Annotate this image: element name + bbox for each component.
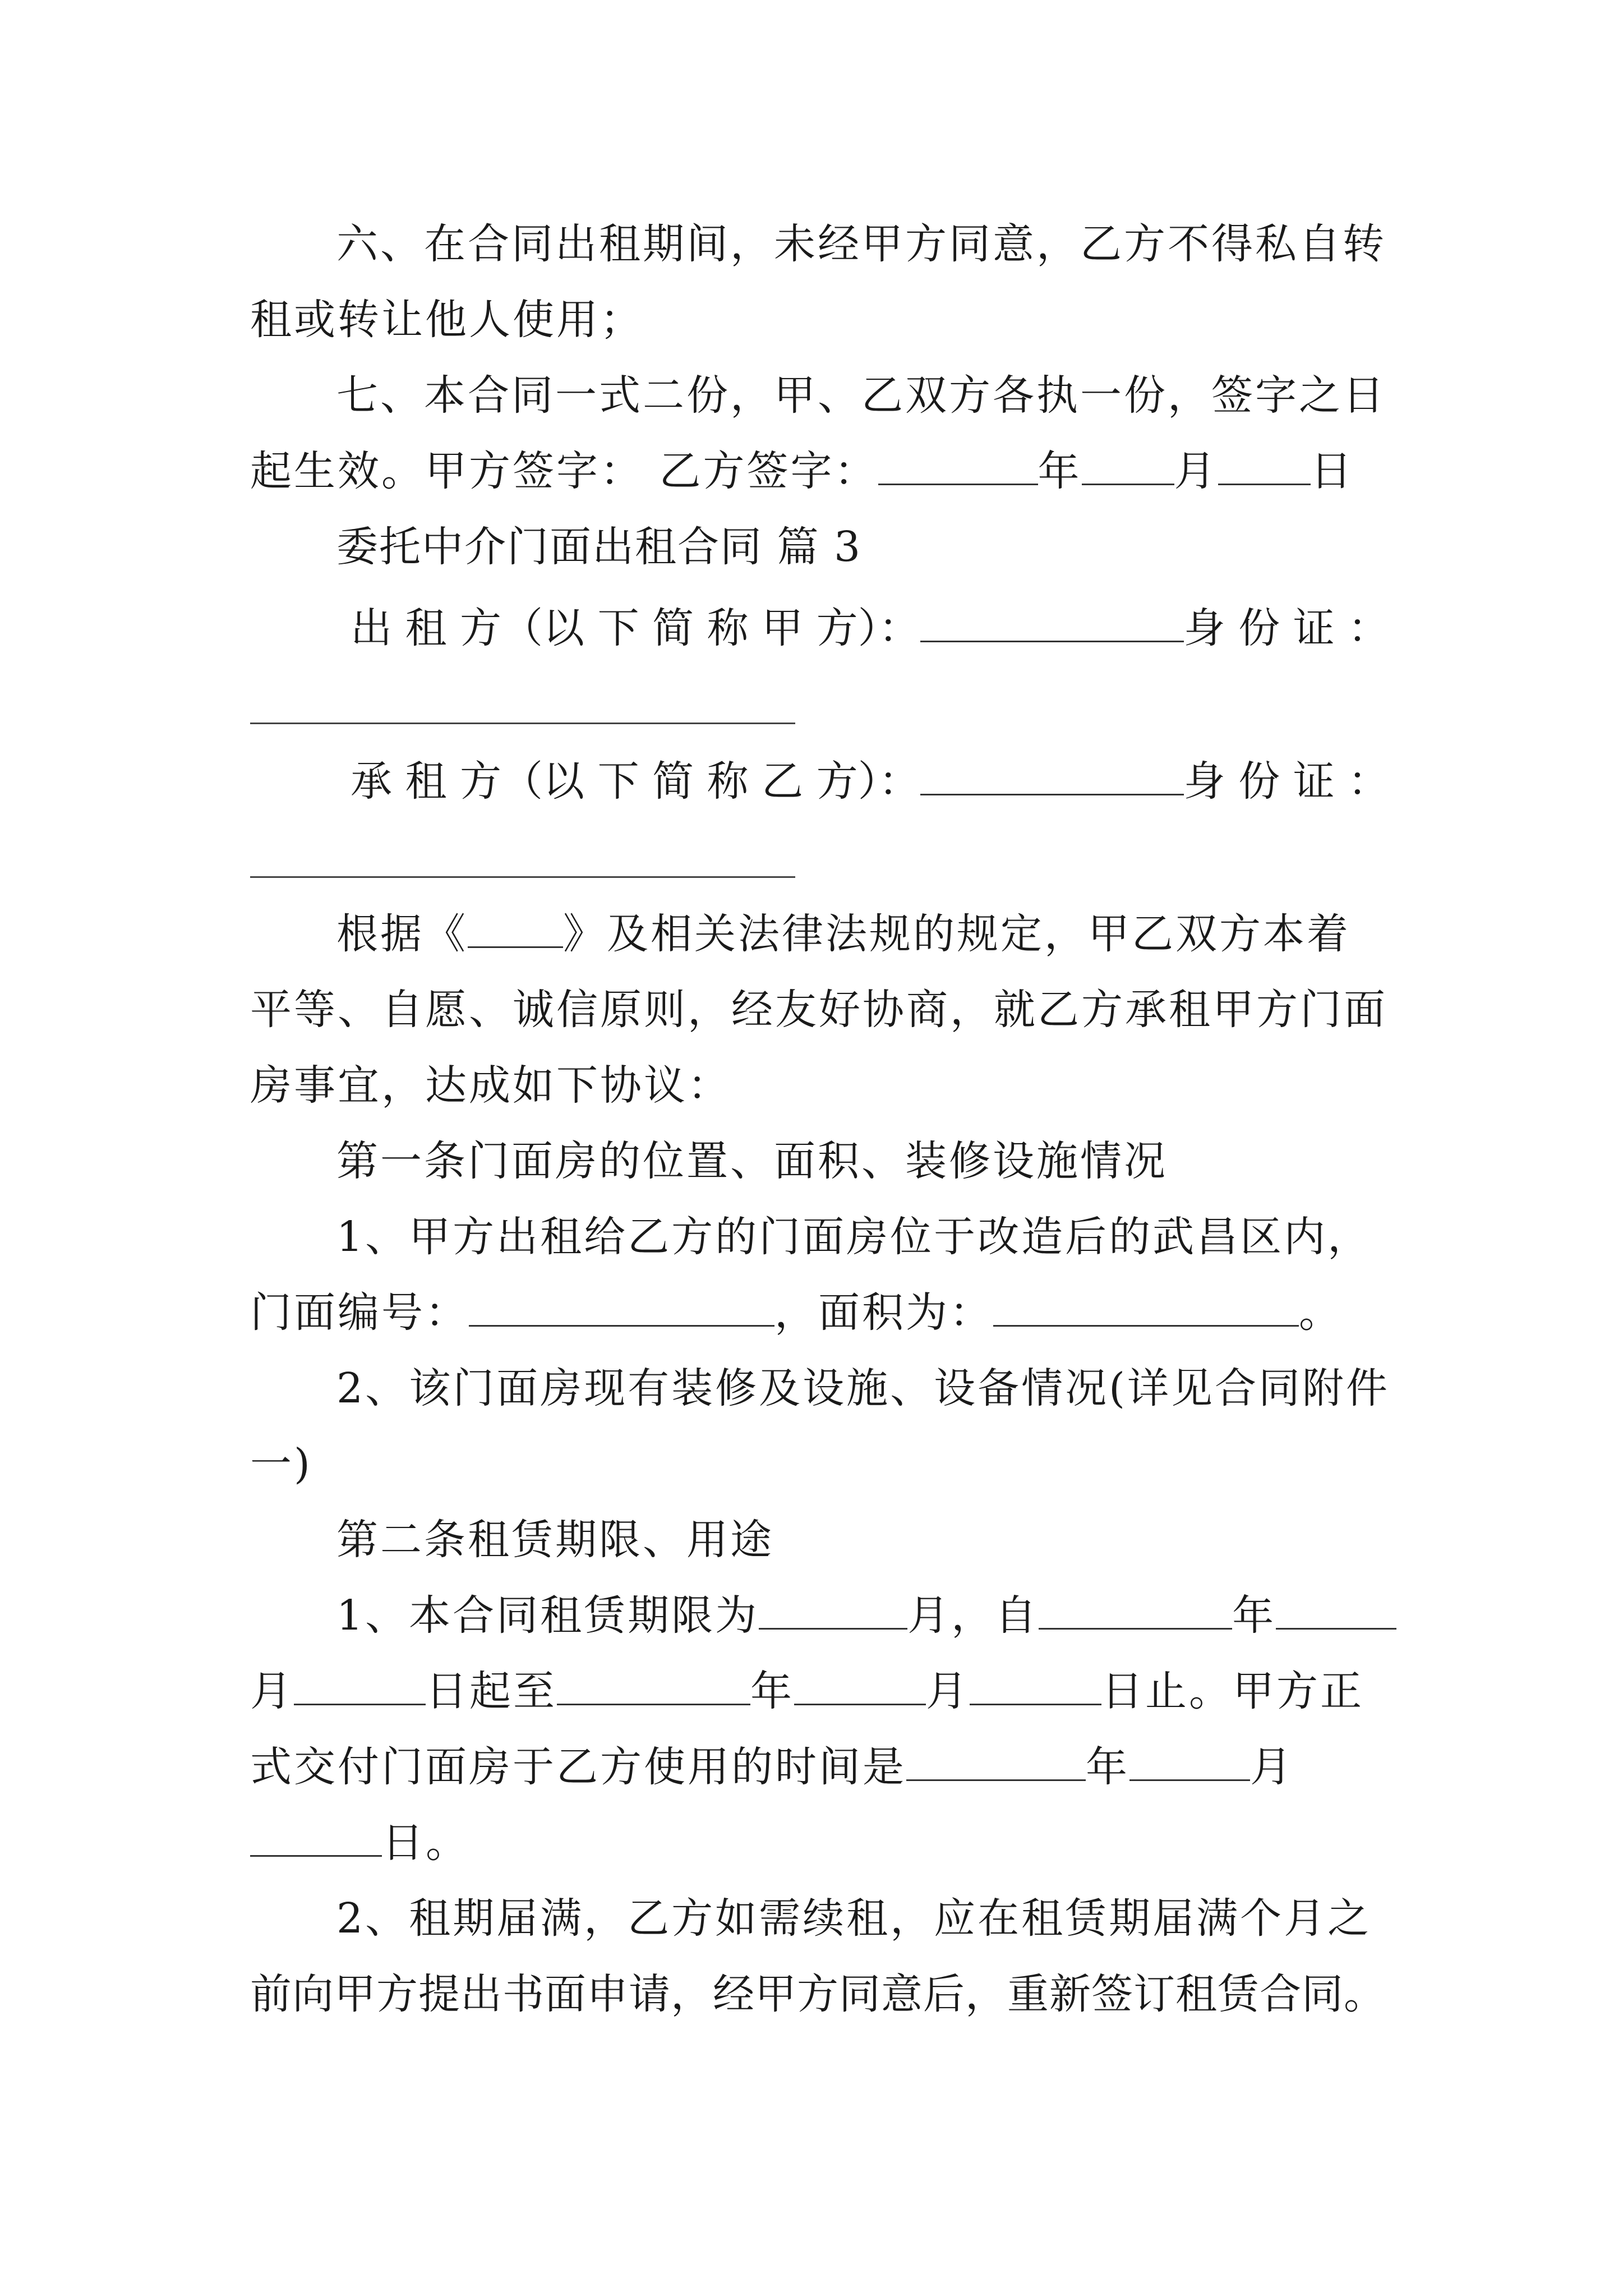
months-blank[interactable]: [759, 1588, 907, 1630]
month-label: 月: [1174, 447, 1218, 495]
text-line: 月 日起至 年 月 日止。甲方正: [250, 1660, 1364, 1722]
article-heading: 第二条租赁期限、用途: [336, 1516, 774, 1564]
year-blank[interactable]: [906, 1739, 1086, 1781]
id-number-blank[interactable]: [250, 876, 795, 878]
area-blank[interactable]: [993, 1285, 1299, 1327]
law-name-blank[interactable]: [468, 906, 563, 948]
lessor-line: [351, 597, 1389, 659]
year-blank[interactable]: [1039, 1588, 1232, 1630]
id-number-blank[interactable]: [250, 723, 795, 724]
day-blank[interactable]: [294, 1663, 426, 1705]
text-line: 七、本合同一式二份，甲、乙双方各执一份，签字之日: [336, 371, 1386, 420]
lessee-line: [351, 751, 1389, 812]
article-heading: 第一条门面房的位置、面积、装修设施情况: [336, 1137, 1168, 1185]
year-blank[interactable]: [557, 1663, 750, 1705]
text-line: 式交付门面房于乙方使用的时间是 年 月: [250, 1736, 1294, 1798]
day-blank[interactable]: [970, 1663, 1101, 1705]
text-line: 1、甲方出租给乙方的门面房位于改造后的武昌区内，: [336, 1213, 1372, 1261]
text-line: 2、该门面房现有装修及设施、设备情况(详见合同附件: [336, 1364, 1390, 1412]
text-line: 租或转让他人使用；: [250, 296, 644, 344]
signature-line: [250, 440, 1354, 502]
lessee-name-blank[interactable]: [920, 753, 1184, 795]
text-line: 1、本合同租赁期限为 月，自 年: [336, 1585, 1396, 1646]
text-line: 房事宜，达成如下协议：: [250, 1061, 731, 1110]
year-label: 年: [1038, 447, 1082, 495]
section-title: 委托中介门面出租合同 篇 3: [336, 523, 862, 571]
lessor-name-blank[interactable]: [920, 600, 1184, 642]
text-line: 前向甲方提出书面申请，经甲方同意后，重新签订租赁合同。: [250, 1970, 1386, 2018]
day-blank[interactable]: [250, 1815, 382, 1857]
text-line: 平等、自愿、诚信原则，经友好协商，就乙方承租甲方门面: [250, 986, 1387, 1034]
text-line: 六、在合同出租期间，未经甲方同意，乙方不得私自转: [336, 220, 1386, 268]
month-blank[interactable]: [1276, 1588, 1396, 1630]
id-card-label: 身 份 证 ：: [1183, 604, 1390, 652]
month-blank[interactable]: [794, 1663, 926, 1705]
lessee-label: 承 租 方（以 下 简 称 乙 方）：: [351, 757, 920, 806]
text-line: 一): [250, 1440, 312, 1488]
signature-label: 起生效。甲方签字： 乙方签字：: [250, 447, 878, 495]
date-blank[interactable]: [1218, 443, 1311, 485]
text-line: 2、租期届满，乙方如需续租，应在租赁期届满个月之: [336, 1894, 1372, 1943]
text-line: 日。: [250, 1812, 469, 1874]
lessor-label: 出 租 方（以 下 简 称 甲 方）：: [351, 604, 920, 652]
text-line: 门面编号： ，面积为： 。: [250, 1282, 1343, 1343]
month-blank[interactable]: [1129, 1739, 1250, 1781]
day-label: 日: [1310, 447, 1354, 495]
unit-number-blank[interactable]: [469, 1285, 774, 1327]
text-line: 根据《 》及相关法律法规的规定，甲乙双方本着: [336, 903, 1350, 965]
date-blank[interactable]: [1082, 443, 1174, 485]
date-blank[interactable]: [878, 443, 1038, 485]
id-card-label: 身 份 证 ：: [1183, 757, 1390, 806]
